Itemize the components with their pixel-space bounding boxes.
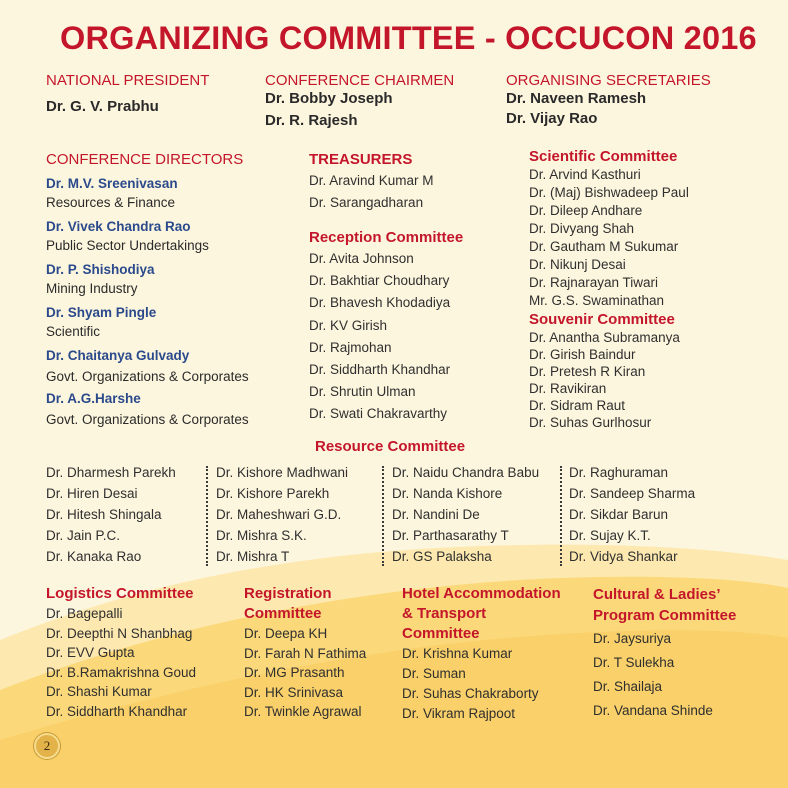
director-name: Dr. M.V. Sreenivasan <box>46 176 178 191</box>
list-item: Dr. Anantha Subramanya <box>529 330 680 345</box>
list-item: Dr. T Sulekha <box>593 655 675 670</box>
list-item: Dr. Girish Baindur <box>529 347 636 362</box>
director-role: Public Sector Undertakings <box>46 238 209 253</box>
list-item: Dr. EVV Gupta <box>46 645 135 660</box>
list-item: Dr. Jain P.C. <box>46 528 121 543</box>
list-item: Dr. Bhavesh Khodadiya <box>309 295 451 311</box>
list-item: Dr. Rajmohan <box>309 339 392 355</box>
director-role: Resources & Finance <box>46 195 176 210</box>
scientific-committee-list <box>529 166 689 310</box>
cultural-committee-heading-line: Program Committee <box>593 607 737 624</box>
chairman-name: Dr. R. Rajesh <box>265 112 358 129</box>
list-item: Dr. Kishore Madhwani <box>216 465 349 480</box>
list-item: Dr. Parthasarathy T <box>392 528 509 543</box>
director-item <box>46 217 249 255</box>
list-item: Dr. Sujay K.T. <box>569 528 651 543</box>
organising-secretaries-block <box>506 72 711 129</box>
list-item: Dr. Avita Johnson <box>309 251 414 266</box>
cultural-committee-heading-line: Cultural & Ladies’ <box>593 586 721 603</box>
list-item: Dr. Jaysuriya <box>593 631 672 646</box>
cultural-committee-block <box>593 584 736 723</box>
list-item: Dr. Dileep Andhare <box>529 203 643 218</box>
list-item: Dr. Kanaka Rao <box>46 549 142 564</box>
list-item: Dr. Nanda Kishore <box>392 486 503 501</box>
registration-committee-block <box>244 584 366 722</box>
list-item: Dr. Siddharth Khandhar <box>309 361 451 377</box>
column-divider <box>206 466 208 566</box>
list-item: Dr. Sandeep Sharma <box>569 486 696 501</box>
list-item: Dr. MG Prasanth <box>244 665 345 680</box>
hotel-committee-heading-line: Committee <box>402 625 480 642</box>
list-item: Dr. Kishore Parekh <box>216 486 330 501</box>
list-item: Dr. Sidram Raut <box>529 398 626 413</box>
resource-column-2 <box>216 462 348 567</box>
list-item: Dr. Suhas Chakraborty <box>402 686 539 701</box>
list-item: Dr. Pretesh R Kiran <box>529 364 646 379</box>
organising-secretaries-heading: ORGANISING SECRETARIES <box>506 72 711 89</box>
list-item: Dr. Aravind Kumar M <box>309 173 434 188</box>
logistics-committee-list <box>46 604 196 721</box>
registration-committee-heading-line: Registration <box>244 585 332 602</box>
list-item: Dr. Naidu Chandra Babu <box>392 465 540 480</box>
list-item: Dr. Gautham M Sukumar <box>529 239 679 254</box>
list-item: Dr. Hiren Desai <box>46 486 138 501</box>
treasurers-list <box>309 170 434 214</box>
conference-chairmen-block <box>265 72 454 131</box>
list-item: Dr. GS Palaksha <box>392 549 492 564</box>
hotel-committee-heading-line: Hotel Accommodation <box>402 585 561 602</box>
list-item: Dr. Vikram Rajpoot <box>402 706 516 721</box>
secretary-name: Dr. Naveen Ramesh <box>506 90 647 107</box>
list-item: Dr. Krishna Kumar <box>402 646 513 661</box>
list-item: Dr. Nikunj Desai <box>529 257 626 272</box>
logistics-committee-heading: Logistics Committee <box>46 585 194 602</box>
column-divider <box>382 466 384 566</box>
resource-column-3 <box>392 462 539 567</box>
director-item <box>46 260 249 298</box>
scientific-committee-heading: Scientific Committee <box>529 148 678 165</box>
director-role: Mining Industry <box>46 281 138 296</box>
resource-committee-heading: Resource Committee <box>315 438 466 455</box>
list-item: Dr. Swati Chakravarthy <box>309 406 448 422</box>
list-item: Dr. Divyang Shah <box>529 221 635 236</box>
list-item: Dr. Deepthi N Shanbhag <box>46 625 193 641</box>
souvenir-committee-list <box>529 329 680 431</box>
hotel-committee-block <box>402 584 561 724</box>
list-item: Dr. (Maj) Bishwadeep Paul <box>529 185 689 200</box>
list-item: Dr. Deepa KH <box>244 626 328 641</box>
list-item: Mr. G.S. Swaminathan <box>529 293 665 308</box>
list-item: Dr. Sikdar Barun <box>569 507 669 522</box>
list-item: Dr. Shrutin Ulman <box>309 384 416 400</box>
list-item: Dr. Mishra S.K. <box>216 528 307 543</box>
list-item: Dr. Farah N Fathima <box>244 645 367 661</box>
list-item: Dr. Maheshwari G.D. <box>216 507 342 522</box>
registration-committee-list <box>244 624 366 722</box>
list-item: Dr. Nandini De <box>392 507 480 522</box>
souvenir-committee-block <box>529 311 680 431</box>
list-item: Dr. Bagepalli <box>46 606 123 621</box>
national-president-heading: NATIONAL PRESIDENT <box>46 72 210 89</box>
director-item <box>46 174 249 212</box>
reception-committee-heading: Reception Committee <box>309 229 464 246</box>
column-divider <box>560 466 562 566</box>
registration-committee-heading-line: Committee <box>244 605 322 622</box>
treasurers-block <box>309 150 434 214</box>
reception-committee-block <box>309 228 463 426</box>
list-item: Dr. Raghuraman <box>569 465 669 480</box>
conference-directors-block <box>46 150 249 429</box>
director-name: Dr. Chaitanya Gulvady <box>46 348 190 363</box>
reception-committee-list <box>309 248 463 426</box>
list-item: Dr. HK Srinivasa <box>244 684 344 700</box>
page-number: 2 <box>34 733 60 759</box>
director-item <box>46 389 249 429</box>
director-item <box>46 346 249 386</box>
list-item: Dr. Vandana Shinde <box>593 703 713 718</box>
conference-directors-heading: CONFERENCE DIRECTORS <box>46 151 244 168</box>
list-item: Dr. Twinkle Agrawal <box>244 704 362 719</box>
resource-column-4 <box>569 462 695 567</box>
list-item: Dr. Rajnarayan Tiwari <box>529 275 659 290</box>
list-item: Dr. KV Girish <box>309 317 388 333</box>
national-president-block <box>46 72 209 115</box>
list-item: Dr. Siddharth Khandhar <box>46 703 188 719</box>
list-item: Dr. Shashi Kumar <box>46 684 152 699</box>
list-item: Dr. Hitesh Shingala <box>46 507 162 522</box>
director-role: Govt. Organizations & Corporates <box>46 412 249 427</box>
list-item: Dr. Vidya Shankar <box>569 549 678 564</box>
director-item <box>46 303 249 341</box>
list-item: Dr. Suhas Gurlhosur <box>529 415 652 430</box>
page-title: ORGANIZING COMMITTEE - OCCUCON 2016 <box>60 20 757 56</box>
secretary-name: Dr. Vijay Rao <box>506 110 598 127</box>
list-item: Dr. Dharmesh Parekh <box>46 465 176 480</box>
list-item: Dr. Bakhtiar Choudhary <box>309 273 450 289</box>
hotel-committee-heading-line: & Transport <box>402 605 487 622</box>
director-role: Scientific <box>46 324 101 339</box>
director-name: Dr. A.G.Harshe <box>46 391 141 406</box>
resource-column-1 <box>46 462 176 567</box>
list-item: Dr. Suman <box>402 666 466 681</box>
cultural-committee-list <box>593 627 736 723</box>
list-item: Dr. B.Ramakrishna Goud <box>46 664 197 680</box>
list-item: Dr. Mishra T <box>216 549 290 564</box>
logistics-committee-block <box>46 584 196 721</box>
director-name: Dr. Vivek Chandra Rao <box>46 219 191 234</box>
director-name: Dr. Shyam Pingle <box>46 305 157 320</box>
director-name: Dr. P. Shishodiya <box>46 262 155 277</box>
national-president-name: Dr. G. V. Prabhu <box>46 98 159 115</box>
chairman-name: Dr. Bobby Joseph <box>265 90 393 107</box>
souvenir-committee-heading: Souvenir Committee <box>529 311 675 328</box>
scientific-committee-block <box>529 148 689 310</box>
director-role: Govt. Organizations & Corporates <box>46 369 249 384</box>
list-item: Dr. Ravikiran <box>529 381 607 396</box>
treasurers-heading: TREASURERS <box>309 151 413 168</box>
conference-chairmen-heading: CONFERENCE CHAIRMEN <box>265 72 455 89</box>
list-item: Dr. Arvind Kasthuri <box>529 167 641 182</box>
hotel-committee-list <box>402 644 561 724</box>
list-item: Dr. Sarangadharan <box>309 195 424 211</box>
list-item: Dr. Shailaja <box>593 679 663 694</box>
